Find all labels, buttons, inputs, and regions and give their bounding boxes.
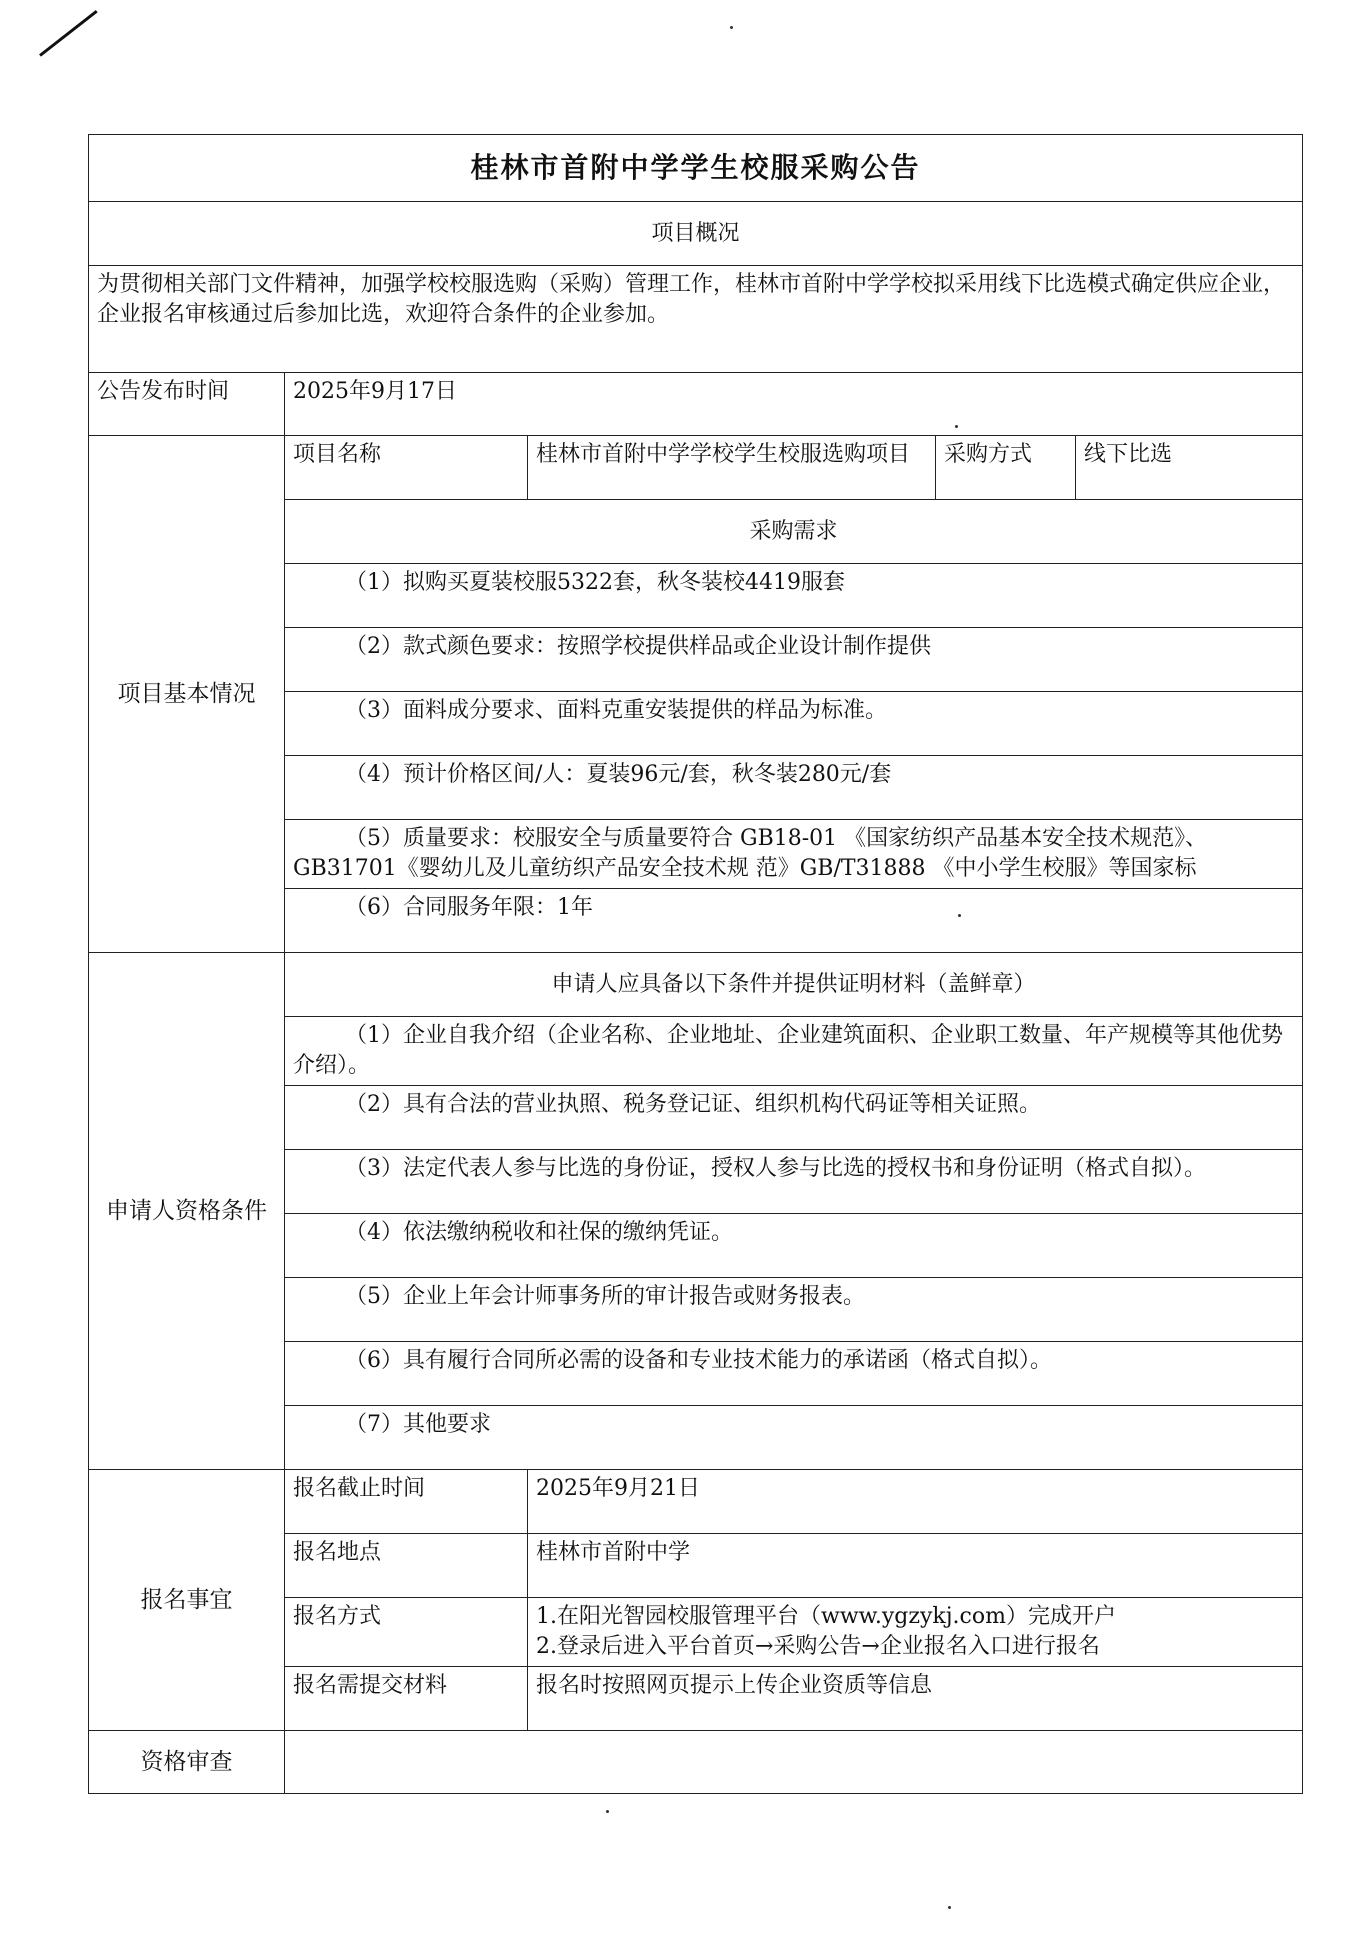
requirement-item: （2）款式颜色要求：按照学校提供样品或企业设计制作提供: [285, 628, 1303, 692]
project-section-label: 项目基本情况: [89, 436, 285, 953]
scan-speck: [958, 914, 961, 917]
project-name-value: 桂林市首附中学学校学生校服选购项目: [528, 436, 936, 500]
qualification-item: （3）法定代表人参与比选的身份证，授权人参与比选的授权书和身份证明（格式自拟）。: [285, 1150, 1303, 1214]
location-value: 桂林市首附中学: [528, 1534, 1303, 1598]
announcement-table: [88, 134, 1303, 1794]
requirement-item: （1）拟购买夏装校服5322套，秋冬装校4419服套: [285, 564, 1303, 628]
scan-speck: [955, 425, 958, 428]
requirement-item: （3）面料成分要求、面料克重安装提供的样品为标准。: [285, 692, 1303, 756]
scan-speck: [606, 1810, 609, 1813]
materials-value: 报名时按照网页提示上传企业资质等信息: [528, 1667, 1303, 1731]
registration-method-line: 2.登录后进入平台首页→采购公告→企业报名入口进行报名: [536, 1634, 1100, 1659]
qualification-section-label: 申请人资格条件: [89, 953, 285, 1470]
deadline-value: 2025年9月21日: [528, 1470, 1303, 1534]
requirements-header: 采购需求: [285, 500, 1303, 564]
qualification-item: （5）企业上年会计师事务所的审计报告或财务报表。: [285, 1278, 1303, 1342]
project-name-label: 项目名称: [285, 436, 528, 500]
qualification-item: （6）具有履行合同所必需的设备和专业技术能力的承诺函（格式自拟）。: [285, 1342, 1303, 1406]
materials-label: 报名需提交材料: [285, 1667, 528, 1731]
registration-method-label: 报名方式: [285, 1598, 528, 1667]
scan-speck: [730, 26, 733, 29]
deadline-label: 报名截止时间: [285, 1470, 528, 1534]
requirement-item: （5）质量要求：校服安全与质量要符合 GB18-01 《国家纺织产品基本安全技术规范》、GB31701《婴幼儿及儿童纺织产品安全技术规 范》GB/T31888 《中小学生校服》等国家标: [285, 820, 1303, 889]
registration-method-value: [528, 1598, 1303, 1667]
qualification-item: （1）企业自我介绍（企业名称、企业地址、企业建筑面积、企业职工数量、年产规模等其他优势介绍）。: [285, 1017, 1303, 1086]
publish-time-label: 公告发布时间: [89, 373, 285, 436]
review-value: [285, 1731, 1303, 1794]
requirement-item: （6）合同服务年限：1年: [285, 889, 1303, 953]
overview-header: 项目概况: [89, 202, 1303, 266]
procurement-method-value: 线下比选: [1076, 436, 1303, 500]
location-label: 报名地点: [285, 1534, 528, 1598]
qualification-item: （2）具有合法的营业执照、税务登记证、组织机构代码证等相关证照。: [285, 1086, 1303, 1150]
qualification-item: （7）其他要求: [285, 1406, 1303, 1470]
page-title: 桂林市首附中学学生校服采购公告: [89, 135, 1303, 202]
scan-speck: [948, 1906, 951, 1909]
scan-pen-mark: [39, 10, 98, 57]
registration-method-line: 1.在阳光智园校服管理平台（www.ygzykj.com）完成开户: [536, 1604, 1116, 1629]
overview-text: 为贯彻相关部门文件精神，加强学校校服选购（采购）管理工作，桂林市首附中学学校拟采用线下比选模式确定供应企业，企业报名审核通过后参加比选，欢迎符合条件的企业参加。: [89, 266, 1303, 373]
registration-section-label: 报名事宜: [89, 1470, 285, 1731]
qualification-header: 申请人应具备以下条件并提供证明材料（盖鲜章）: [285, 953, 1303, 1017]
procurement-method-label: 采购方式: [936, 436, 1076, 500]
review-section-label: 资格审查: [89, 1731, 285, 1794]
requirement-item: （4）预计价格区间/人：夏装96元/套，秋冬装280元/套: [285, 756, 1303, 820]
qualification-item: （4）依法缴纳税收和社保的缴纳凭证。: [285, 1214, 1303, 1278]
publish-time-value: 2025年9月17日: [285, 373, 1303, 436]
